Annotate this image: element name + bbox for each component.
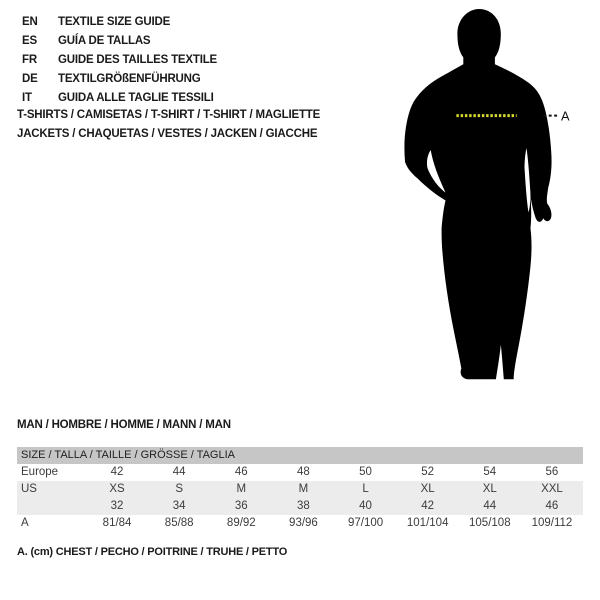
- table-cell: 85/88: [164, 517, 194, 529]
- table-cell: 34: [172, 500, 186, 512]
- table-cell: 46: [234, 466, 248, 478]
- language-row: [22, 13, 217, 32]
- section-title-man: MAN / HOMBRE / HOMME / MANN / MAN: [17, 419, 231, 431]
- table-cell: M: [236, 483, 247, 495]
- table-cell: 42: [421, 500, 435, 512]
- row-label: [17, 498, 86, 515]
- language-row: [22, 70, 217, 89]
- table-row-chest-a: [17, 515, 583, 532]
- table-row-uk: [17, 498, 583, 515]
- table-cell: 42: [110, 466, 124, 478]
- table-cell: 46: [545, 500, 559, 512]
- table-cell: 109/112: [531, 517, 573, 529]
- language-code: DE: [22, 73, 38, 85]
- table-cell: 32: [110, 500, 124, 512]
- row-label: US: [21, 483, 37, 495]
- table-cell: 81/84: [102, 517, 132, 529]
- table-cell: XL: [482, 483, 497, 495]
- table-cell: 105/108: [469, 517, 511, 529]
- language-list: [22, 13, 217, 108]
- footnote-chest-measure: A. (cm) CHEST / PECHO / POITRINE / TRUHE / PETTO: [17, 546, 288, 558]
- size-table: [17, 447, 583, 532]
- table-cell: 36: [234, 500, 248, 512]
- table-cell: 52: [421, 466, 435, 478]
- table-cell: XS: [109, 483, 125, 495]
- language-label: GUIDE DES TAILLES TEXTILE: [58, 54, 217, 66]
- table-cell: 89/92: [226, 517, 256, 529]
- garment-line-jackets: JACKETS / CHAQUETAS / VESTES / JACKEN / GIACCHE: [17, 128, 318, 140]
- table-cell: 97/100: [347, 517, 384, 529]
- table-cell: L: [362, 483, 369, 495]
- table-row-europe: [17, 464, 583, 481]
- table-cell: 38: [297, 500, 310, 512]
- table-cell: XXL: [541, 483, 563, 495]
- table-cell: 44: [172, 466, 186, 478]
- language-code: FR: [22, 54, 37, 66]
- table-cell: 50: [359, 466, 372, 478]
- size-table-header: SIZE / TALLA / TAILLE / GRÖSSE / TAGLIA: [17, 447, 583, 464]
- table-cell: 101/104: [406, 517, 449, 529]
- table-cell: 93/96: [289, 517, 318, 529]
- table-cell: S: [175, 483, 184, 495]
- man-silhouette-body: [404, 9, 551, 379]
- table-cell: XL: [420, 483, 435, 495]
- table-cell: 48: [297, 466, 310, 478]
- table-row-us: [17, 481, 583, 498]
- language-label: GUÍA DE TALLAS: [58, 35, 151, 47]
- language-code: IT: [22, 92, 32, 104]
- table-cell: 40: [359, 500, 372, 512]
- language-label: GUIDA ALLE TAGLIE TESSILI: [58, 92, 214, 104]
- language-code: ES: [22, 35, 37, 47]
- garment-categories: [17, 106, 320, 144]
- table-cell: 44: [483, 500, 497, 512]
- table-cell: 54: [483, 466, 497, 478]
- language-row: [22, 32, 217, 51]
- man-silhouette-svg: [395, 5, 580, 395]
- table-cell: M: [298, 483, 309, 495]
- language-label: TEXTILGRÖßENFÜHRUNG: [58, 73, 201, 85]
- row-label: Europe: [21, 466, 59, 478]
- man-silhouette-figure: [395, 5, 580, 395]
- measure-label-a: A: [561, 108, 570, 124]
- row-label: A: [21, 517, 29, 529]
- language-code: EN: [22, 16, 38, 28]
- language-row: [22, 51, 217, 70]
- language-label: TEXTILE SIZE GUIDE: [58, 16, 171, 28]
- garment-line-tshirts: T-SHIRTS / CAMISETAS / T-SHIRT / T-SHIRT / MAGLIETTE: [17, 109, 321, 121]
- table-cell: 56: [545, 466, 559, 478]
